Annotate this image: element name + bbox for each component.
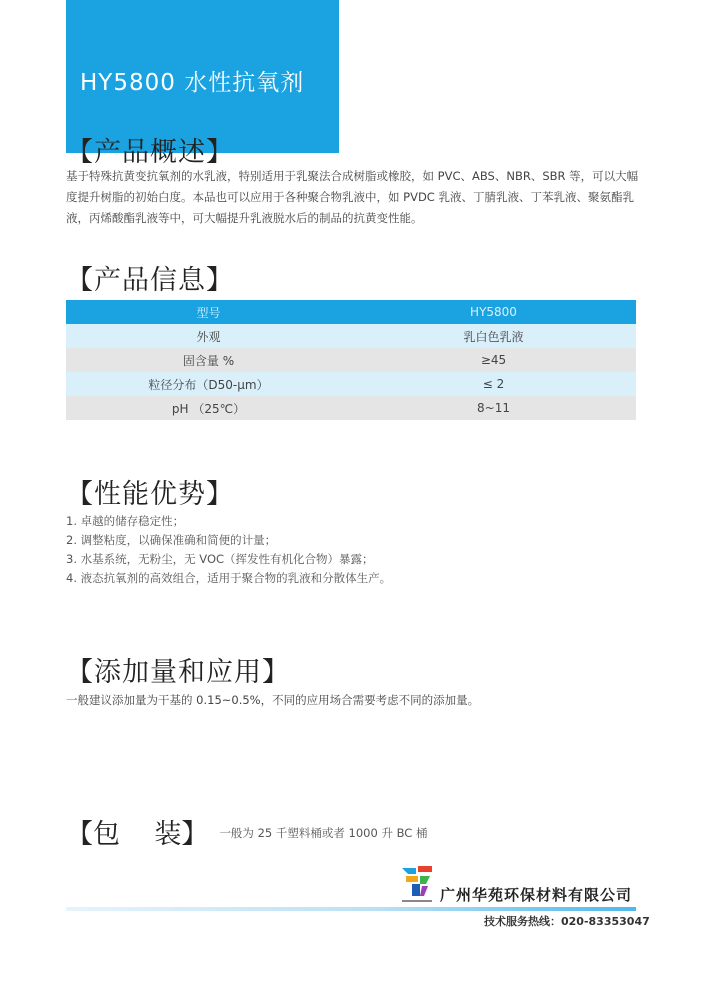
product-info-table bbox=[66, 300, 636, 420]
table-row bbox=[66, 300, 636, 324]
table-cell-value: ≤ 2 bbox=[351, 372, 636, 396]
packaging-text: 一般为 25 千塑料桶或者 1000 升 BC 桶 bbox=[219, 826, 428, 840]
table-cell-value: 8~11 bbox=[351, 396, 636, 420]
table-row bbox=[66, 396, 636, 420]
table-cell-label: pH （25℃） bbox=[66, 396, 351, 420]
table-cell-label: 型号 bbox=[66, 300, 351, 324]
packaging-row bbox=[66, 812, 428, 851]
table-cell-label: 外观 bbox=[66, 324, 351, 348]
footer-divider bbox=[66, 907, 636, 911]
service-hotline: 技术服务热线：020-83353047 bbox=[484, 915, 650, 928]
table-cell-value: HY5800 bbox=[351, 300, 636, 324]
overview-text: 基于特殊抗黄变抗氧剂的水乳液，特别适用于乳聚法合成树脂或橡胶，如 PVC、ABS、NBR、SBR 等，可以大幅度提升树脂的初始白度。本品也可以应用于各种聚合物乳液中，如 PVDC 乳液、丁腈乳液、丁苯乳液、聚氨酯乳液，丙烯酸酯乳液等中，可大幅提升乳液脱水后的制品的抗黄变性能。 bbox=[66, 169, 639, 225]
overview-heading: 【产品概述】 bbox=[66, 137, 234, 168]
table-cell-value: 乳白色乳液 bbox=[351, 324, 636, 348]
page-title: HY5800 水性抗氧剂 bbox=[80, 70, 305, 96]
table-row bbox=[66, 348, 636, 372]
dosage-text: 一般建议添加量为干基的 0.15~0.5%，不同的应用场合需要考虑不同的添加量。 bbox=[66, 693, 480, 707]
company-name: 广州华苑环保材料有限公司 bbox=[440, 886, 633, 904]
dosage-heading: 【添加量和应用】 bbox=[66, 657, 290, 688]
advantages-list bbox=[66, 512, 391, 588]
list-item: 1. 卓越的储存稳定性； bbox=[66, 514, 185, 528]
info-heading: 【产品信息】 bbox=[66, 265, 234, 296]
list-item: 2. 调整粘度，以确保准确和简便的计量； bbox=[66, 533, 277, 547]
list-item: 3. 水基系统，无粉尘，无 VOC（挥发性有机化合物）暴露； bbox=[66, 552, 374, 566]
table-cell-value: ≥45 bbox=[351, 348, 636, 372]
list-item: 4. 液态抗氧剂的高效组合，适用于聚合物的乳液和分散体生产。 bbox=[66, 571, 392, 585]
table-cell-label: 固含量 % bbox=[66, 348, 351, 372]
table-cell-label: 粒径分布（D50-μm） bbox=[66, 372, 351, 396]
packaging-heading: 【包 装】 bbox=[66, 819, 209, 850]
table-row bbox=[66, 324, 636, 348]
table-row bbox=[66, 372, 636, 396]
advantages-heading: 【性能优势】 bbox=[66, 479, 234, 510]
company-logo-icon bbox=[398, 862, 436, 906]
